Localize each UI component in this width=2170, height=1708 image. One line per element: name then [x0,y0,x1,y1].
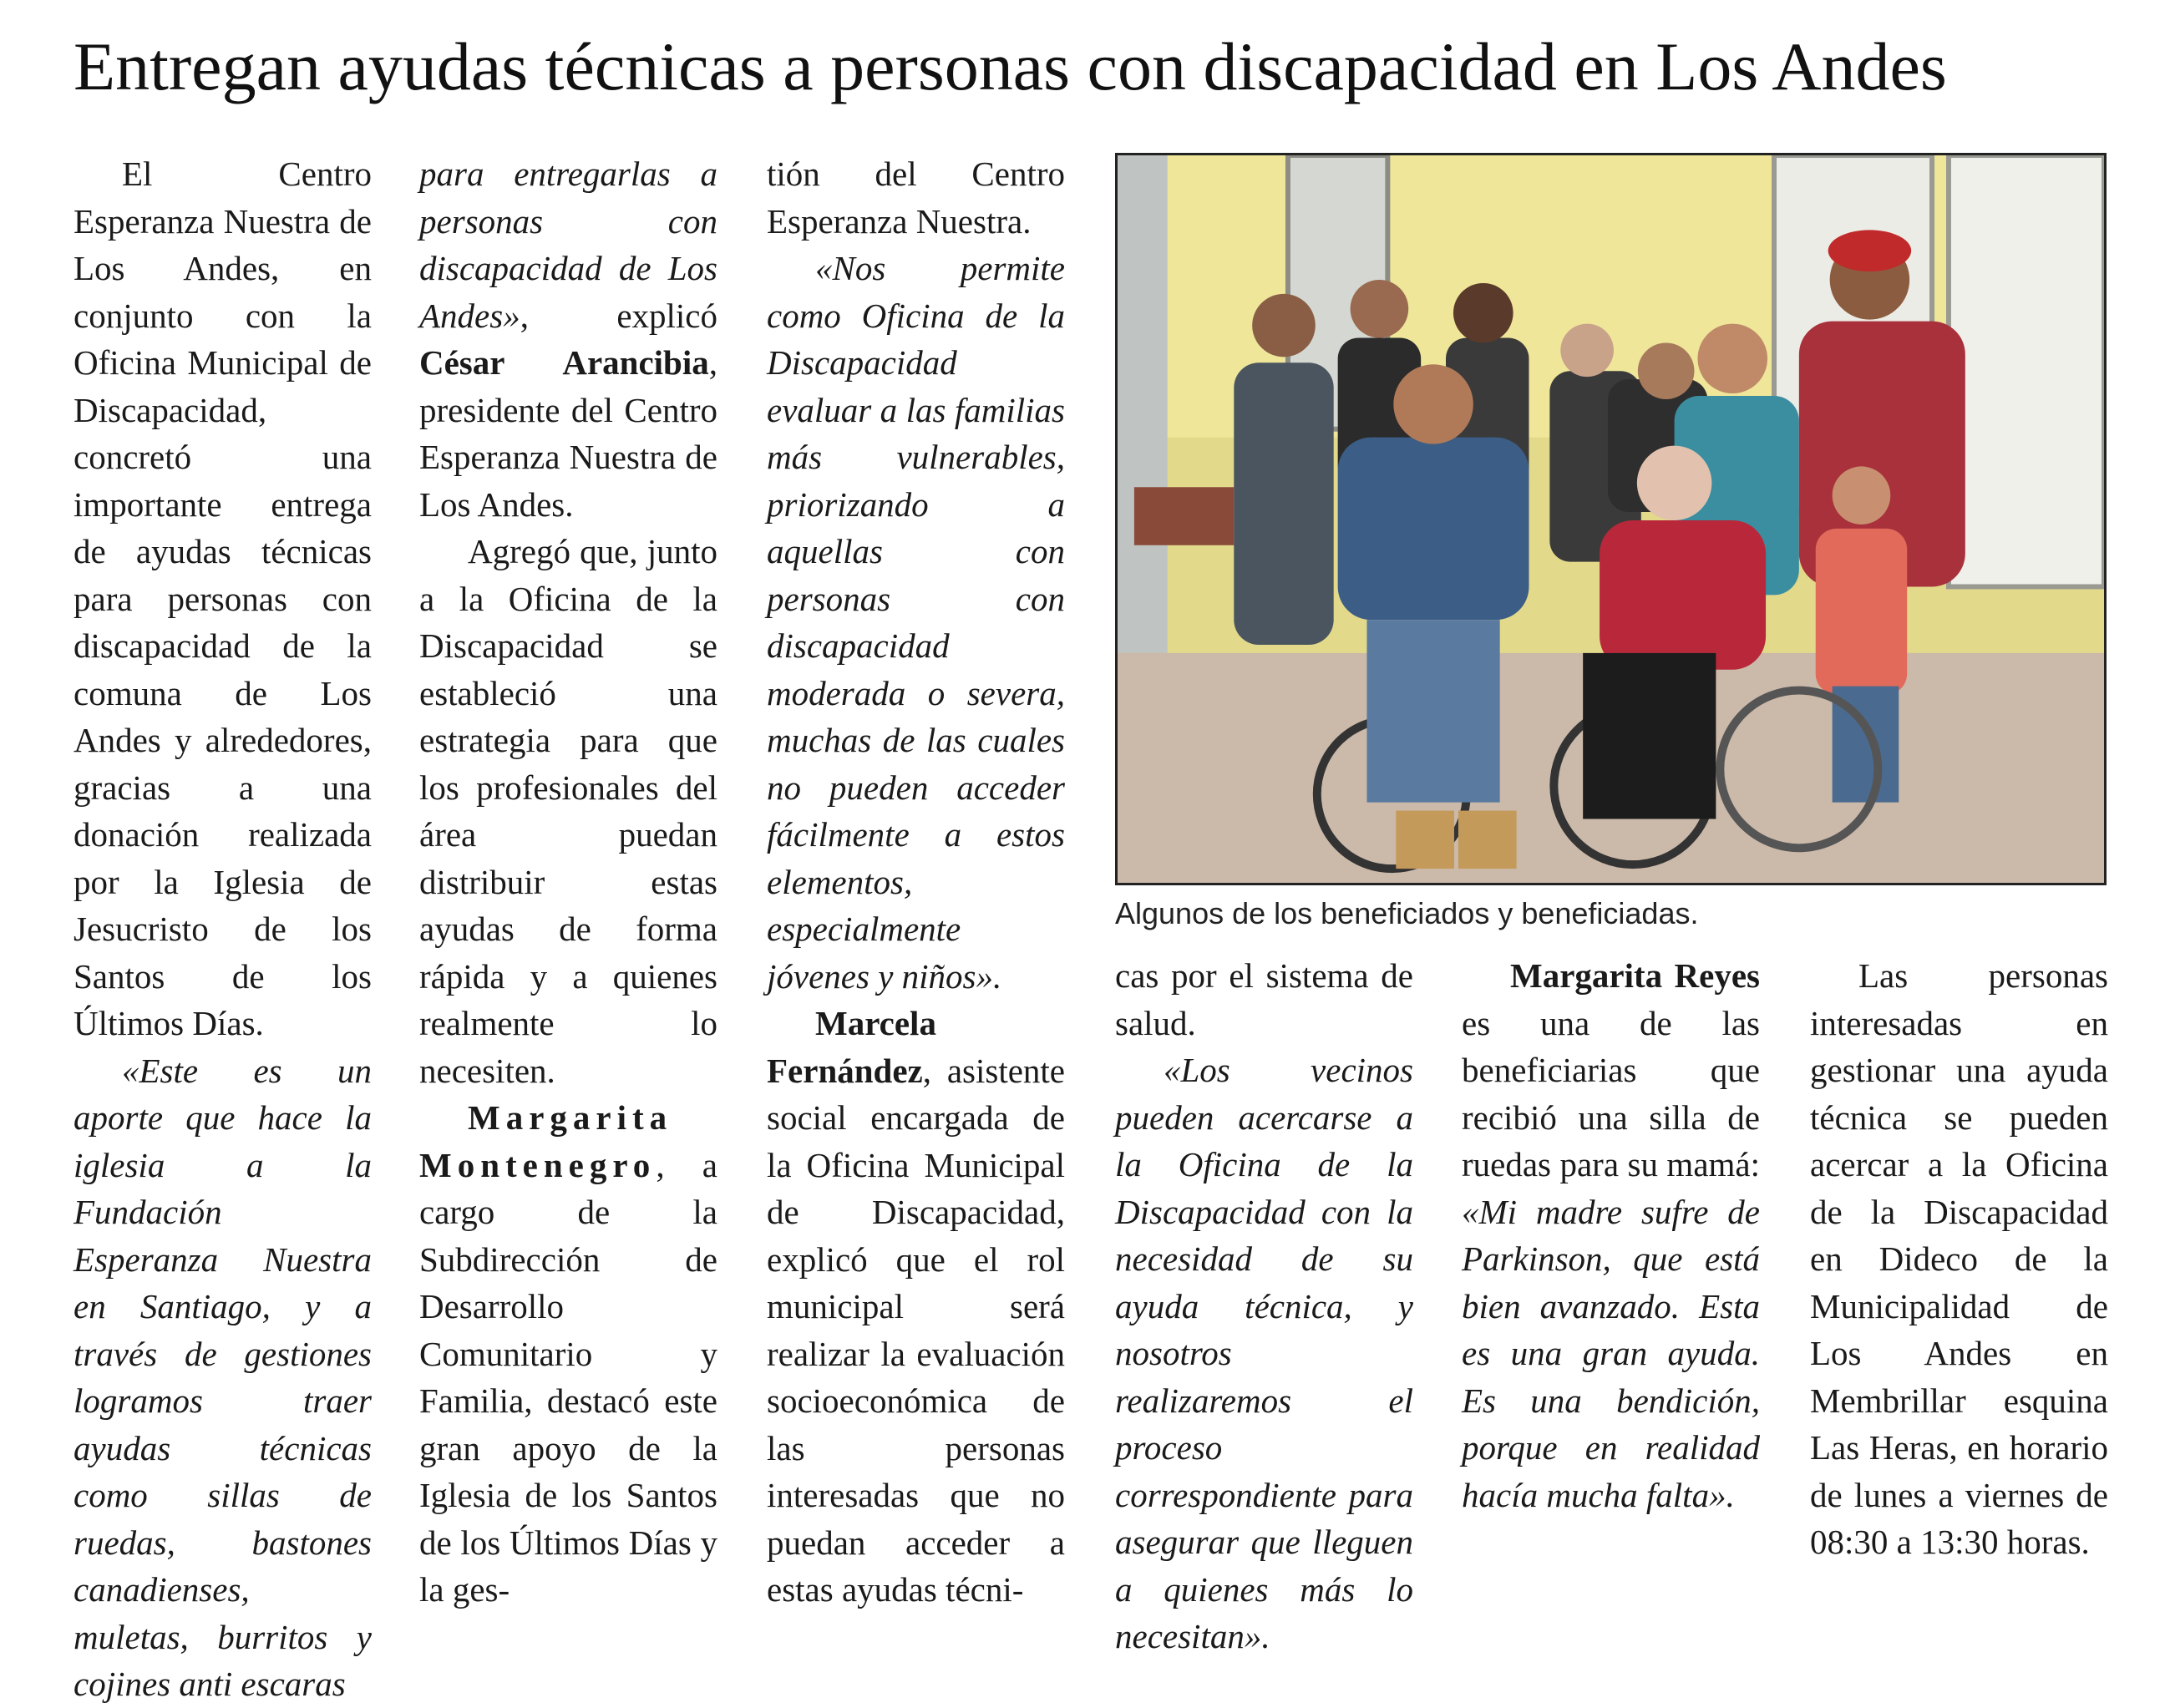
article-column-6 [1810,952,2108,1566]
text: , asistente social encargada de la Oficina Municipal de Discapacidad, explicó que el rol municipal será realizar la evaluación socioeconómica de las personas interesadas que no puedan acceder a estas ayudas técni- [767,1051,1065,1609]
text: , a cargo de la Subdirección de Desarrollo Comunitario y Familia, destacó este gran apoyo de la Iglesia de los Santos de los Últimos Días y la ges- [419,1145,717,1609]
article-column-2 [419,150,717,1614]
paragraph [1462,952,1760,1518]
paragraph: El Centro Esperanza Nuestra de Los Andes, en conjunto con la Oficina Municipal de Discapacidad, concretó una importante entrega de ayudas técnicas para personas con discapacidad de la comuna de Los Andes y alrededores, gracias a una donación realizada por la Iglesia de Jesucristo de los Santos de los Últimos Días. [74,155,372,1042]
article-photo [1115,153,2107,885]
article-column-3 [767,150,1065,1614]
paragraph: cas por el sistema de salud. [1115,956,1413,1042]
paragraph [419,1094,717,1614]
article-column-1 [74,150,372,1708]
quote-paragraph: «Los vecinos pueden acercarse a la Oficina de la Discapacidad con la necesidad de su ayuda técnica, y nosotros realizaremos el proceso correspondiente para asegurar que lleguen a quienes más lo necesitan». [1115,1051,1413,1655]
article-headline: Entregan ayudas técnicas a personas con discapacidad en Los Andes [74,28,1947,104]
text: es una de las beneficiarias que recibió una silla de ruedas para su mamá: [1462,1003,1760,1183]
text: , presidente del Centro Esperanza Nuestra de Los Andes. [419,343,717,524]
paragraph [419,150,717,528]
article-column-4 [1115,952,1413,1660]
quote-paragraph: «Este es un aporte que hace la iglesia a la Fundación Esperanza Nuestra en Santiago, y a través de gestiones logramos traer ayudas técnicas como sillas de ruedas, bastones canadienses, muletas, burritos y cojines anti escaras [74,1051,372,1703]
quote-text: «Mi madre sufre de Parkinson, que está bien avanzado. Esta es una gran ayuda. Es una bendición, porque en realidad hacía mucha falta». [1462,1192,1760,1514]
paragraph: tión del Centro Esperanza Nuestra. [767,155,1065,241]
quote-text: para entregarlas a personas con discapacidad de Los Andes» [419,155,717,335]
group-photo-illustration [1118,155,2104,883]
paragraph: Agregó que, junto a la Oficina de la Discapacidad se estableció una estrategia para que los profesionales del área puedan distribuir estas ayudas de forma rápida y a quienes realmente lo necesiten. [419,532,717,1090]
paragraph: Las personas interesadas en gestionar una ayuda técnica se pueden acercar a la Oficina de la Discapacidad en Dideco de la Municipalidad de Los Andes en Membrillar esquina Las Heras, en horario de lunes a viernes de 08:30 a 13:30 horas. [1810,956,2108,1561]
person-name: César Arancibia [419,343,709,382]
quote-paragraph: «Nos permite como Oficina de la Discapacidad evaluar a las familias más vulnerables, priorizando a aquellas con personas con discapacidad moderada o severa, muchas de las cuales no pueden acceder fácilmente a estos elementos, especialmente jóvenes y niños». [767,249,1065,996]
person-name: Margarita Reyes [1510,956,1760,995]
article-column-5 [1462,952,1760,1518]
paragraph [767,1000,1065,1614]
person-name: Marcela Fernández [767,1004,936,1090]
person-name: Margarita Montenegro [419,1098,673,1184]
photo-caption: Algunos de los beneficiados y beneficiadas. [1115,896,1699,930]
text: , explicó [520,296,717,335]
